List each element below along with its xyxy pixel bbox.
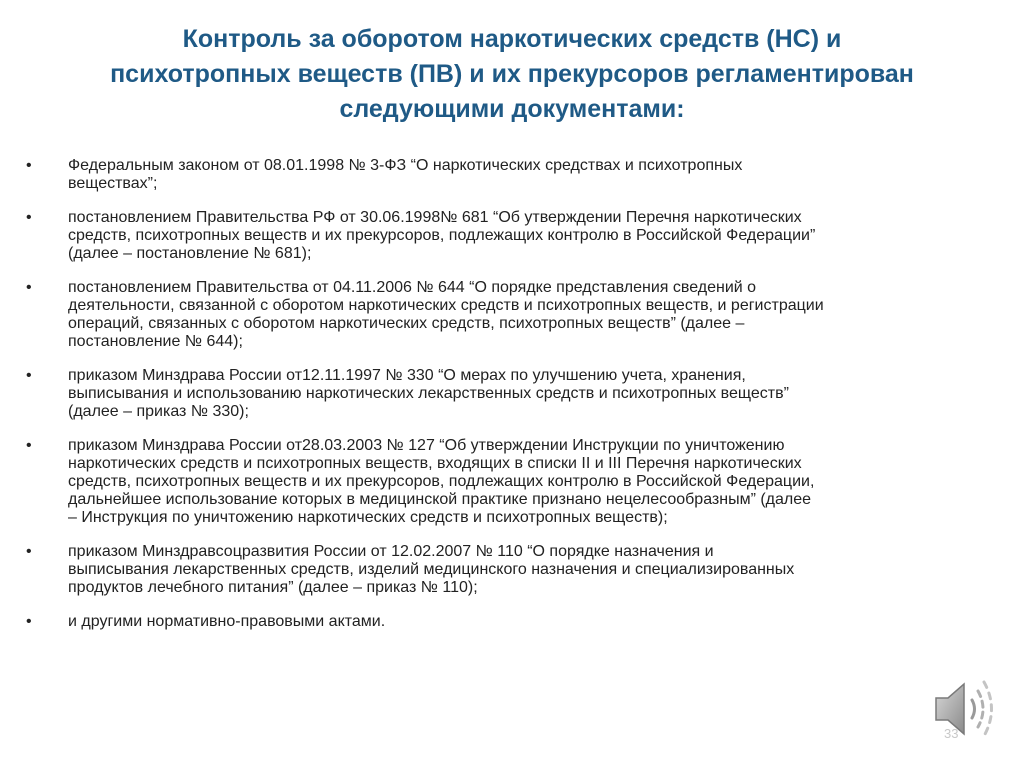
- bullet-dot-icon: •: [26, 279, 32, 296]
- bullet-dot-icon: •: [26, 613, 32, 630]
- bullet-dot-icon: •: [26, 209, 32, 226]
- list-item-text: приказом Минздрава России от12.11.1997 № 330 “О мерах по улучшению учета, хранения, выписывания и использованию наркотических лекарственных средств и психотропных веществ” (далее – приказ № 330);: [68, 367, 789, 420]
- list-item-text: приказом Минздрава России от28.03.2003 № 127 “Об утверждении Инструкции по уничтожению наркотических средств и психотропных веществ, входящих в списки II и III Перечня наркотических средств, психотропных веществ и их прекурсоров, подлежащих контролю в Российской Федерации, дальнейшее использование которых в медицинской практике признано нецелесообразным” (далее – Инструкция по уничтожению наркотических средств и психотропных веществ);: [68, 437, 815, 526]
- bullet-dot-icon: •: [26, 543, 32, 560]
- list-item: [26, 543, 1001, 597]
- list-item: [26, 279, 1001, 351]
- slide-title: Контроль за оборотом наркотических средств (НС) и психотропных веществ (ПВ) и их прекурсоров регламентирован следующими документами:: [110, 25, 914, 123]
- list-item-text: приказом Минздравсоцразвития России от 12.02.2007 № 110 “О порядке назначения и выписывания лекарственных средств, изделий медицинского назначения и специализированных продуктов лечебного питания” (далее – приказ № 110);: [68, 543, 795, 596]
- list-item-text: Федеральным законом от 08.01.1998 № 3-ФЗ “О наркотических средствах и психотропных веществах”;: [68, 157, 743, 192]
- speaker-icon[interactable]: [930, 676, 1002, 742]
- bullet-dot-icon: •: [26, 437, 32, 454]
- list-item: [26, 157, 1001, 193]
- list-item: [26, 437, 1001, 527]
- list-item-text: постановлением Правительства от 04.11.2006 № 644 “О порядке представления сведений о деятельности, связанной с оборотом наркотических средств и психотропных веществ, и регистрации операций, связанных с оборотом наркотических средств, психотропных веществ” (далее – постановление № 644);: [68, 279, 824, 350]
- list-item: [26, 367, 1001, 421]
- list-item-text: и другими нормативно-правовыми актами.: [68, 613, 386, 630]
- list-item: [26, 613, 1001, 631]
- bullet-dot-icon: •: [26, 157, 32, 174]
- document-list: [26, 157, 1001, 647]
- list-item: [26, 209, 1001, 263]
- page-number: 33: [944, 726, 959, 741]
- list-item-text: постановлением Правительства РФ от 30.06.1998№ 681 “Об утверждении Перечня наркотических средств, психотропных веществ и их прекурсоров, подлежащих контролю в Российской Федерации” (далее – постановление № 681);: [68, 209, 816, 262]
- bullet-dot-icon: •: [26, 367, 32, 384]
